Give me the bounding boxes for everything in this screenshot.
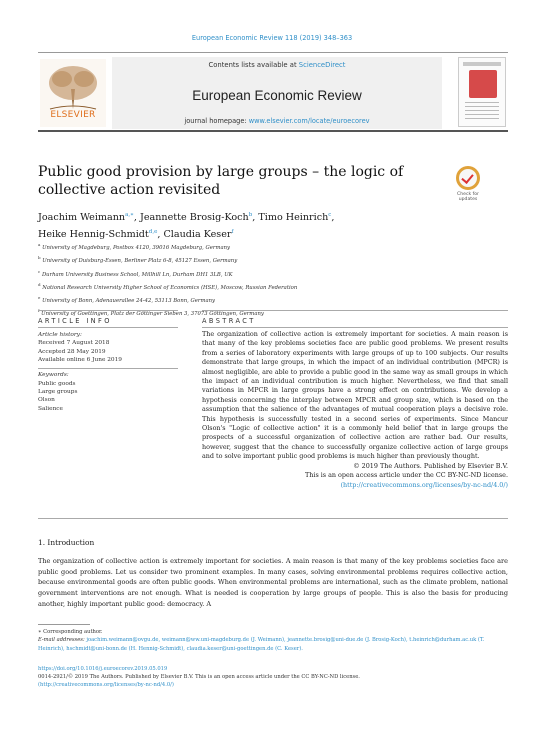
affiliation-text: University of Duisburg-Essen, Berliner Platz 6-8, 45127 Essen, Germany xyxy=(42,258,238,265)
abstract-heading-rule xyxy=(202,327,508,328)
affiliation-item xyxy=(38,253,458,266)
affiliation-item xyxy=(38,280,458,293)
homepage-line xyxy=(112,117,442,125)
article-info-heading: ARTICLE INFO xyxy=(38,317,112,325)
affiliation-text: University of Goettingen, Platz der Göttinger Sieben 3, 37073 Göttingen, Germany xyxy=(41,311,264,318)
contents-line xyxy=(112,61,442,69)
article-info xyxy=(38,331,178,413)
journal-homepage-link[interactable]: www.elsevier.com/locate/euroecorev xyxy=(248,117,370,125)
keywords-rule xyxy=(38,368,178,369)
affiliation-text: National Research University Higher School of Economics (HSE), Moscow, Russian Federation xyxy=(42,284,298,291)
footnotes xyxy=(38,628,508,653)
author-affil-marker[interactable]: a,∗ xyxy=(125,212,134,218)
masthead-center xyxy=(112,57,442,129)
bottom-license-link[interactable]: (http://creativecommons.org/licenses/by-nc-nd/4.0/) xyxy=(38,682,174,689)
affiliation-text: Durham University Business School, Millhill Ln, Durham DH1 3LB, UK xyxy=(41,271,233,278)
affiliation-marker: b xyxy=(38,255,41,261)
article-title: Public good provision by large groups – the logic of collective action revisited xyxy=(38,164,404,198)
accepted-date: Accepted 28 May 2019 xyxy=(38,348,106,355)
affiliation-marker: f xyxy=(38,308,40,314)
affiliation-marker: a xyxy=(38,242,41,247)
journal-cover-thumbnail xyxy=(458,57,506,127)
abstract-body xyxy=(202,330,508,490)
check-updates-icon xyxy=(456,166,480,190)
keyword: Public goods xyxy=(38,380,76,387)
keywords-label: Keywords: xyxy=(38,372,69,379)
abstract-paragraph: The organization of collective action is extremely important for societies. A main reason is that many of the key problems societies face are public good problems. We present results from a series of laboratory experiments with large groups of up to 100 subjects. Our results demonstrate that large groups, in which the impact of an individual contribution (MPCR) is almost negligible, are able to provide a public good in the same way as small groups in which the impact of an individual contribution is much higher. Nevertheless, we find that small variations in MPCR in large groups have a strong effect on contributions. We develop a hypothesis concerning the interplay between MPCR and group size, which is based on the assumption that the salience of the advantages of mutual cooperation plays a decisive role. This hypothesis is successfully tested in a second series of experiments. Since Mancur Olson's "Logic of collective action" it is a commonly held belief that in large groups the prospects of a successful organization of collective action are rather bad. Our results, however, suggest that the chance to successfully organize collective action of large groups and to solve important public good problems is much higher than previously thought. xyxy=(202,330,508,461)
masthead xyxy=(38,52,508,132)
author-affil-marker[interactable]: b xyxy=(248,212,253,218)
journal-reference[interactable]: European Economic Review 118 (2019) 348–363 xyxy=(191,34,353,42)
author-affil-marker[interactable]: c xyxy=(328,212,332,218)
abstract-license-link[interactable]: (http://creativecommons.org/licenses/by-nc-nd/4.0/) xyxy=(340,480,508,489)
doi-link[interactable]: https://doi.org/10.1016/j.euroecorev.2019.05.019 xyxy=(38,666,168,672)
abstract-license: This is an open access article under the CC BY-NC-ND license. xyxy=(305,471,508,480)
author-name[interactable]: Jeannette Brosig-Koch xyxy=(139,212,249,224)
author-name[interactable]: Timo Heinrich xyxy=(258,212,329,224)
abstract-top-rule xyxy=(202,310,508,311)
check-updates-label: Check for updates xyxy=(457,192,479,202)
abstract-bottom-rule xyxy=(38,518,508,519)
author-name[interactable]: Heike Hennig-Schmidt xyxy=(38,229,149,241)
introduction-heading: 1. Introduction xyxy=(38,538,95,547)
author-affil-marker[interactable]: f xyxy=(231,229,234,236)
keyword: Olson xyxy=(38,397,55,404)
check-for-updates-button[interactable] xyxy=(454,166,482,202)
footnote-rule xyxy=(38,624,90,625)
contents-prefix: Contents lists available at xyxy=(208,61,299,69)
publisher-wordmark: ELSEVIER xyxy=(50,110,96,120)
affiliations xyxy=(38,240,458,320)
history-label: Article history: xyxy=(38,332,82,338)
affiliation-item xyxy=(38,240,458,253)
author-name[interactable]: Joachim Weimann xyxy=(38,212,126,224)
affiliation-item xyxy=(38,293,458,306)
affiliation-text: University of Bonn, Adenauerallee 24-42, 53113 Bonn, Germany xyxy=(42,297,216,304)
author-list: Joachim Weimann$^{a,∗}$, Jeannette Brosig-Koch$^b$, Timo Heinrich$^c$, Heike Hennig-Schmidt$^{d,e}$, Claudia Keser$^f$ xyxy=(38,212,335,241)
received-date: Received 7 August 2018 xyxy=(38,340,110,347)
abstract-heading: ABSTRACT xyxy=(202,317,256,325)
affiliation-marker: c xyxy=(38,268,41,274)
keyword: Salience xyxy=(38,405,63,412)
journal-name: European Economic Review xyxy=(192,88,362,103)
email-links[interactable]: joachim.weimann@ovgu.de, weimann@ww.uni-magdeburg.de (J. Weimann), jeannette.brosig@uni-due.de (J. Brosig-Koch), t.heinrich@durham.ac.uk (T. Heinrich), hschmidt@uni-bonn.de (H. Hennig-Schmidt), claudia.keser@uni-goettingen.de (C. Keser). xyxy=(38,637,485,652)
affiliation-marker: e xyxy=(38,295,41,301)
cover-band xyxy=(463,62,501,66)
corresponding-author-note: ∗ Corresponding author. xyxy=(38,629,103,635)
online-date: Available online 6 June 2019 xyxy=(38,357,122,364)
email-label: E-mail addresses: xyxy=(38,637,85,644)
author-name[interactable]: Claudia Keser xyxy=(163,229,232,241)
article-info-heading-rule xyxy=(38,327,178,328)
homepage-prefix: journal homepage: xyxy=(184,117,249,125)
affiliation-text: University of Magdeburg, Postbox 4120, 39016 Magdeburg, Germany xyxy=(42,244,231,251)
affiliation-item xyxy=(38,267,458,280)
introduction-paragraph: The organization of collective action is extremely important for societies. A main reason is that many of the key problems societies face are public good problems. Let us consider two prominent examples. In many cases, solving environmental problems requires collective action, because environmental goods are often public goods. When environmental problems are international, such as the climate problem, national government interventions are not enough. What is needed is cooperation by large groups of people. This is also the basis for producing another, highly important public good: democracy. A xyxy=(38,557,508,608)
affiliation-marker: d xyxy=(38,281,41,287)
bottom-publication-info xyxy=(38,665,508,690)
sciencedirect-link[interactable]: ScienceDirect xyxy=(298,61,346,69)
article-info-top-rule xyxy=(38,308,178,314)
email-addresses xyxy=(38,636,508,653)
author-affil-marker[interactable]: d,e xyxy=(148,229,158,236)
cover-graphic xyxy=(469,70,497,98)
cover-lines xyxy=(465,102,499,120)
rights-statement: 0014-2921/© 2019 The Authors. Published by Elsevier B.V. This is an open access article under the CC BY-NC-ND license. xyxy=(38,674,360,681)
keyword: Large groups xyxy=(38,389,78,396)
abstract-copyright: © 2019 The Authors. Published by Elsevier B.V. xyxy=(353,461,508,470)
